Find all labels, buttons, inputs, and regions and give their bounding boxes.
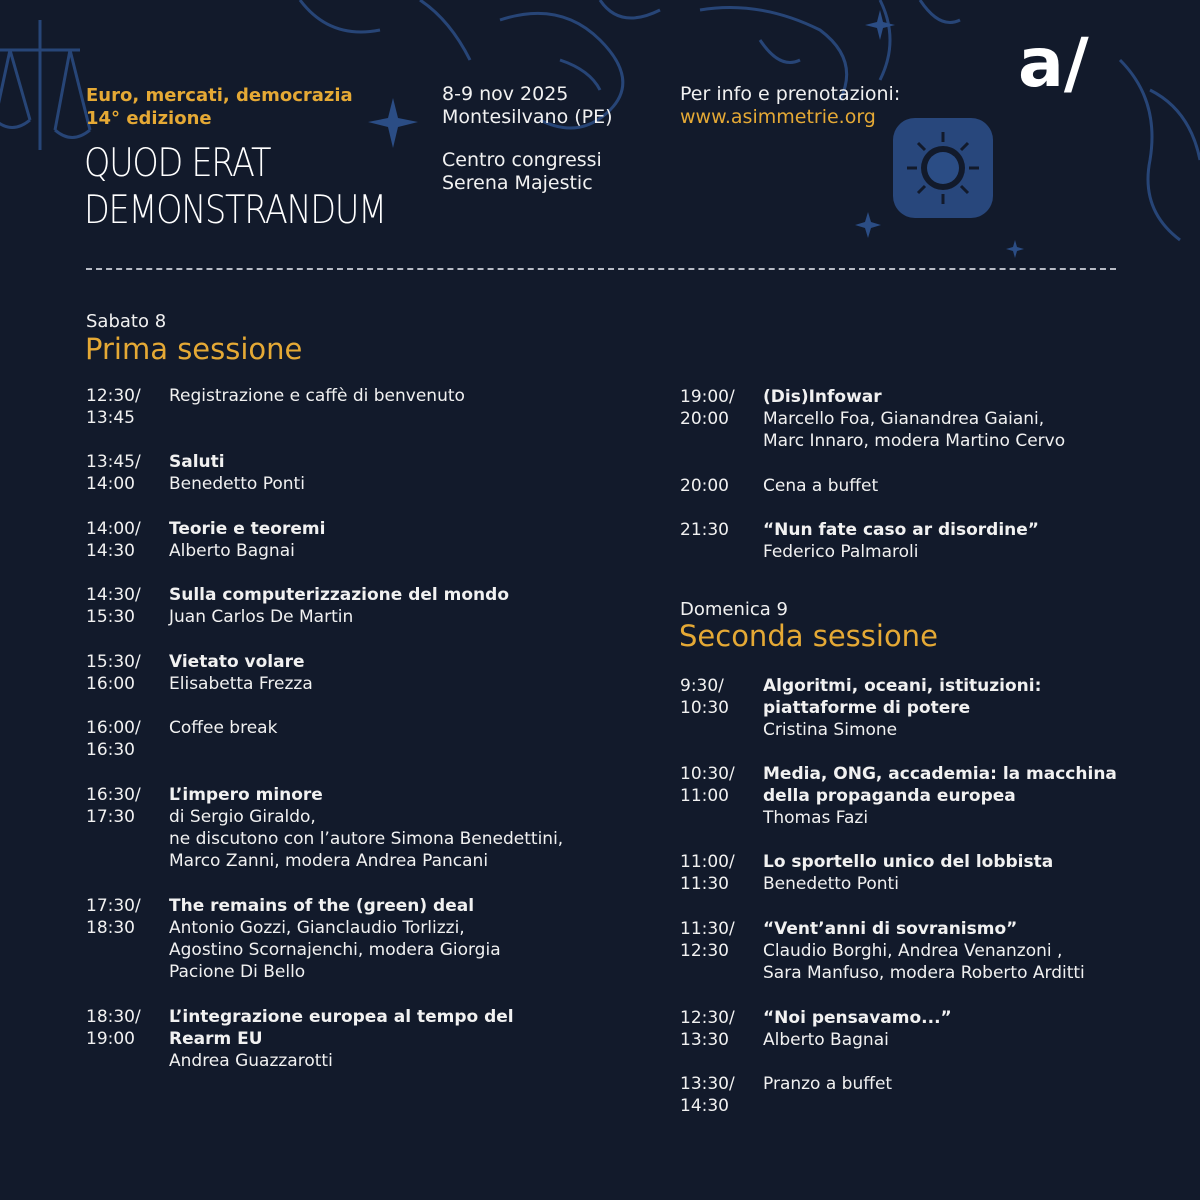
talk-title: Media, ONG, accademia: la macchina — [763, 764, 1117, 784]
talk-title: Sulla computerizzazione del mondo — [169, 585, 509, 605]
talk-title: L’integrazione europea al tempo del — [169, 1007, 514, 1027]
schedule-content — [763, 1073, 892, 1095]
time-line: 11:00 — [680, 786, 729, 806]
venue-line: Centro congressi — [442, 149, 602, 171]
schedule-content — [169, 1006, 514, 1072]
speaker-line: di Sergio Giraldo, — [169, 807, 316, 827]
schedule-time — [680, 763, 750, 807]
speaker-line: Marcello Foa, Gianandrea Gaiani, — [763, 409, 1045, 429]
speaker-line: Thomas Fazi — [763, 808, 869, 828]
schedule-time — [86, 385, 156, 429]
time-line: 13:30/ — [680, 1074, 735, 1094]
schedule-time — [680, 1007, 750, 1051]
speaker-line: Claudio Borghi, Andrea Venanzoni , — [763, 941, 1063, 961]
speaker-line: Elisabetta Frezza — [169, 674, 313, 694]
time-line: 16:30/ — [86, 785, 141, 805]
time-line: 12:30/ — [86, 386, 141, 406]
asimmetrie-logo — [1018, 16, 1118, 116]
talk-title: Teorie e teoremi — [169, 519, 326, 539]
speaker-line: Sara Manfuso, modera Roberto Arditti — [763, 963, 1085, 983]
edition-line: 14° edizione — [86, 108, 212, 129]
svg-text:a/: a/ — [1018, 24, 1089, 103]
time-line: 13:45 — [86, 408, 135, 428]
sun-medallion-icon — [893, 118, 993, 218]
day-label: Sabato 8 — [86, 311, 167, 332]
time-line: 21:30 — [680, 520, 729, 540]
time-line: 9:30/ — [680, 676, 724, 696]
session-title: Seconda sessione — [679, 619, 938, 653]
schedule-time — [680, 851, 750, 895]
time-line: 15:30/ — [86, 652, 141, 672]
time-line: 14:00/ — [86, 519, 141, 539]
schedule-time — [680, 1073, 750, 1117]
schedule-content — [169, 717, 277, 739]
event-subtitle — [86, 84, 353, 130]
time-line: 19:00 — [86, 1029, 135, 1049]
schedule-time — [86, 651, 156, 695]
schedule-time — [680, 519, 750, 541]
event-date: 8-9 nov 2025 — [442, 83, 569, 105]
time-line: 19:00/ — [680, 387, 735, 407]
event-place: Montesilvano (PE) — [442, 106, 613, 128]
schedule-content — [763, 475, 878, 497]
time-line: 14:30/ — [86, 585, 141, 605]
subtitle-line: Euro, mercati, democrazia — [86, 85, 353, 106]
title-line: QUOD ERAT — [84, 141, 271, 186]
scales-icon — [0, 20, 90, 150]
time-line: 11:00/ — [680, 852, 735, 872]
schedule-time — [86, 1006, 156, 1050]
talk-title: “Nun fate caso ar disordine” — [763, 520, 1039, 540]
speaker-line: Alberto Bagnai — [763, 1030, 889, 1050]
time-line: 11:30/ — [680, 919, 735, 939]
schedule-content — [763, 763, 1117, 829]
speaker-line: Registrazione e caffè di benvenuto — [169, 386, 465, 406]
talk-title: L’impero minore — [169, 785, 323, 805]
venue-line: Serena Majestic — [442, 172, 593, 194]
session-title: Prima sessione — [85, 332, 303, 366]
schedule-content — [169, 518, 325, 562]
time-line: 12:30/ — [680, 1008, 735, 1028]
time-line: 14:00 — [86, 474, 135, 494]
schedule-content — [763, 386, 1065, 452]
speaker-line: Cena a buffet — [763, 476, 879, 496]
talk-title: piattaforme di potere — [763, 698, 971, 718]
speaker-line: Antonio Gozzi, Gianclaudio Torlizzi, — [169, 918, 465, 938]
time-line: 16:00 — [86, 674, 135, 694]
title-line: DEMONSTRANDUM — [84, 188, 386, 233]
schedule-content — [763, 1007, 952, 1051]
talk-title: “Vent’anni di sovranismo” — [763, 919, 1018, 939]
event-title — [84, 140, 386, 234]
event-info — [680, 83, 900, 129]
talk-title: The remains of the (green) deal — [169, 896, 475, 916]
talk-title: (Dis)Infowar — [763, 387, 882, 407]
speaker-line: Juan Carlos De Martin — [169, 607, 354, 627]
time-line: 20:00 — [680, 409, 729, 429]
time-line: 16:30 — [86, 740, 135, 760]
time-line: 13:30 — [680, 1030, 729, 1050]
schedule-time — [680, 675, 750, 719]
time-line: 12:30 — [680, 941, 729, 961]
speaker-line: Coffee break — [169, 718, 278, 738]
time-line: 17:30 — [86, 807, 135, 827]
talk-title: Algoritmi, oceani, istituzioni: — [763, 676, 1042, 696]
info-label: Per info e prenotazioni: — [680, 83, 901, 105]
schedule-time — [86, 518, 156, 562]
time-line: 18:30 — [86, 918, 135, 938]
talk-title: Lo sportello unico del lobbista — [763, 852, 1054, 872]
time-line: 13:45/ — [86, 452, 141, 472]
schedule-content — [169, 385, 465, 407]
schedule-time — [86, 451, 156, 495]
time-line: 11:30 — [680, 874, 729, 894]
star-icon — [855, 212, 881, 238]
speaker-line: Benedetto Ponti — [169, 474, 305, 494]
schedule-content — [763, 918, 1085, 984]
speaker-line: Pacione Di Bello — [169, 962, 306, 982]
schedule-content — [763, 519, 1039, 563]
schedule-time — [86, 784, 156, 828]
schedule-time — [86, 717, 156, 761]
star-icon — [1006, 240, 1024, 258]
time-line: 14:30 — [86, 541, 135, 561]
schedule-content — [763, 675, 1041, 741]
speaker-line: Marco Zanni, modera Andrea Pancani — [169, 851, 489, 871]
day-label: Domenica 9 — [680, 599, 788, 620]
speaker-line: Andrea Guazzarotti — [169, 1051, 333, 1071]
time-line: 10:30 — [680, 698, 729, 718]
schedule-time — [86, 584, 156, 628]
time-line: 20:00 — [680, 476, 729, 496]
schedule-content — [169, 451, 305, 495]
website-link[interactable]: www.asimmetrie.org — [680, 106, 876, 128]
speaker-line: Pranzo a buffet — [763, 1074, 893, 1094]
schedule-time — [86, 895, 156, 939]
schedule-time — [680, 386, 750, 430]
schedule-content — [763, 851, 1053, 895]
speaker-line: Marc Innaro, modera Martino Cervo — [763, 431, 1066, 451]
time-line: 18:30/ — [86, 1007, 141, 1027]
time-line: 16:00/ — [86, 718, 141, 738]
talk-title: Vietato volare — [169, 652, 305, 672]
time-line: 10:30/ — [680, 764, 735, 784]
talk-title: Saluti — [169, 452, 225, 472]
time-line: 15:30 — [86, 607, 135, 627]
speaker-line: Alberto Bagnai — [169, 541, 295, 561]
speaker-line: Benedetto Ponti — [763, 874, 899, 894]
schedule-time — [680, 918, 750, 962]
talk-title: della propaganda europea — [763, 786, 1016, 806]
event-date-place — [442, 83, 613, 195]
speaker-line: Federico Palmaroli — [763, 542, 919, 562]
time-line: 14:30 — [680, 1096, 729, 1116]
dashed-divider — [86, 268, 1116, 270]
schedule-time — [680, 475, 750, 497]
speaker-line: Agostino Scornajenchi, modera Giorgia — [169, 940, 501, 960]
speaker-line: ne discutono con l’autore Simona Benedettini, — [169, 829, 564, 849]
talk-title: “Noi pensavamo...” — [763, 1008, 952, 1028]
schedule-content — [169, 651, 313, 695]
schedule-content — [169, 895, 501, 983]
speaker-line: Cristina Simone — [763, 720, 898, 740]
time-line: 17:30/ — [86, 896, 141, 916]
schedule-content — [169, 784, 563, 872]
talk-title: Rearm EU — [169, 1029, 263, 1049]
schedule-content — [169, 584, 509, 628]
